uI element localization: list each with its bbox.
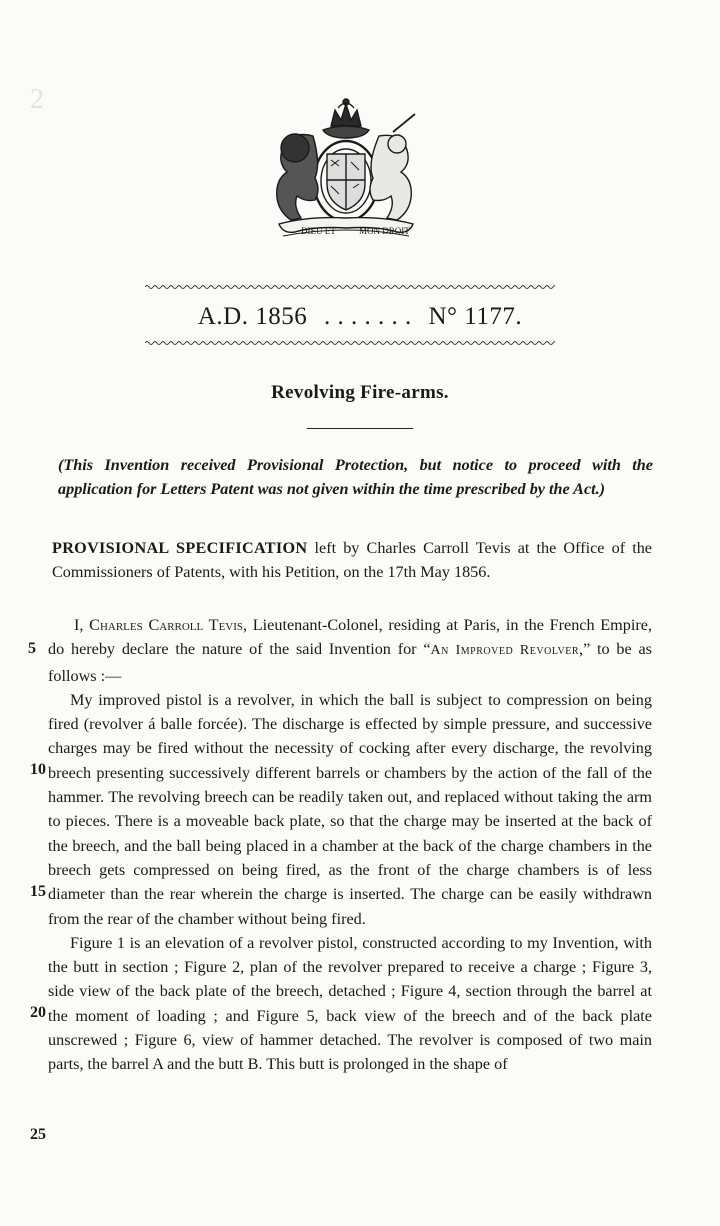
line-number: 15 bbox=[30, 883, 46, 900]
line-number: 5 bbox=[28, 640, 36, 657]
bleed-through-mark: 2 bbox=[30, 84, 44, 115]
motto-left: DIEU ET bbox=[301, 226, 336, 236]
inventor-name: Charles Carroll Tevis bbox=[89, 616, 244, 634]
line-number: 10 bbox=[30, 761, 46, 778]
provisional-specification bbox=[52, 536, 652, 585]
declaration-pre: I, bbox=[74, 616, 90, 634]
declaration-paragraph bbox=[48, 613, 652, 688]
specification-body bbox=[48, 613, 652, 1077]
provisional-protection-note: (This Invention received Provisional Protection, but notice to proceed with the application for Letters Patent was not given within the time prescribed by the Act.) bbox=[58, 456, 653, 499]
heading-leader: . . . . . . . bbox=[323, 303, 412, 330]
declaration-post: ,” to be as follows :— bbox=[48, 640, 652, 685]
invention-title: Revolving Fire-arms. bbox=[271, 382, 449, 403]
invention-name: An Improved Revolver bbox=[430, 643, 580, 659]
specification-lead: PROVISIONAL SPECIFICATION bbox=[52, 539, 308, 557]
decorative-rule-top bbox=[145, 284, 555, 290]
specification-text: left by Charles Carroll Tevis at the Office of the Commissioners of Patents, with his Petition, on the 17th May 1856. bbox=[52, 539, 652, 582]
decorative-rule-bottom bbox=[145, 340, 555, 346]
patent-heading bbox=[0, 303, 720, 331]
description-paragraph: My improved pistol is a revolver, in which the ball is subject to compression on being fired (revolver á balle forcée). The discharge is effected by simple pressure, and successive charges may be fired without the necessity of cocking after every discharge, the revolving breech presenting successively different barrels or chambers by the action of the fall of the hammer. The revolving breech can be readily taken out, and replaced without taking the arm to pieces. There is a moveable back plate, so that the charge may be inserted at the back of the breech, and the ball being placed in a chamber at the back of the charge chambers in the breech gets compressed on being fired, as the front of the charge chambers is of less diameter than the rear wherein the charge is inserted. The charge can be easily withdrawn from the rear of the chamber without being fired. bbox=[48, 690, 652, 928]
royal-coat-of-arms-icon bbox=[243, 96, 449, 246]
figures-paragraph: Figure 1 is an elevation of a revolver pistol, constructed according to my Invention, with the butt in section ; Figure 2, plan of the revolver prepared to receive a charge ; Figure 3, side view of the back plate of the breech, detached ; Figure 4, section through the barrel at the moment of loading ; and Figure 5, back view of the breech and of the back plate unscrewed ; Figure 6, view of hammer detached. The revolver is composed of two main parts, the barrel A and the butt B. This butt is prolonged in the shape of bbox=[48, 933, 652, 1074]
title-rule bbox=[307, 428, 413, 429]
declaration-mid: , Lieutenant-Colonel, residing at Paris, in the French Empire, do hereby declare the nature of the said Invention for “ bbox=[48, 616, 652, 659]
line-number: 25 bbox=[30, 1126, 46, 1143]
patent-number: N° 1177. bbox=[428, 303, 523, 330]
line-number: 20 bbox=[30, 1004, 46, 1021]
patent-year: A.D. 1856 bbox=[197, 303, 308, 330]
motto-right: MON DROIT bbox=[359, 226, 410, 236]
